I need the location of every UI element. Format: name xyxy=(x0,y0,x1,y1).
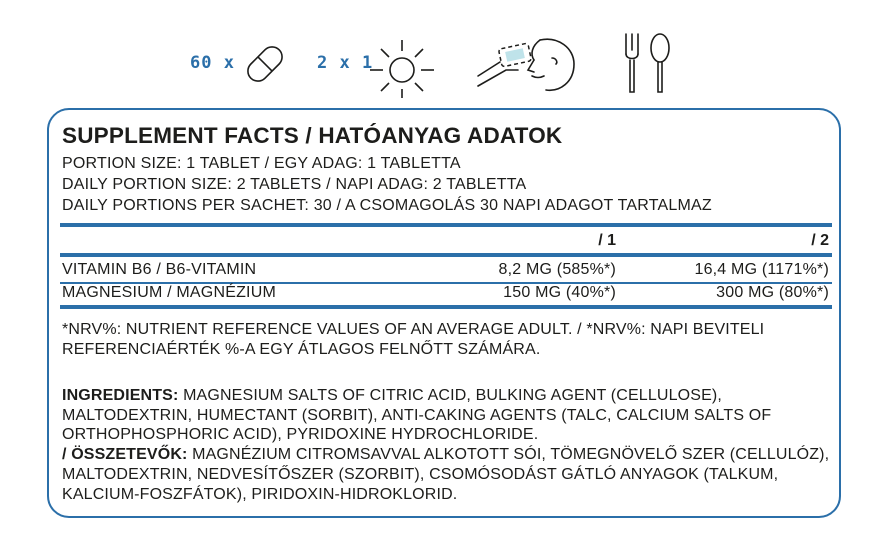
ingredients xyxy=(62,386,832,504)
table-bottom-rule xyxy=(60,305,832,309)
dose-label: 2 x 1 xyxy=(317,53,374,73)
table-top-rule xyxy=(60,223,832,227)
drinking-water-icon xyxy=(470,30,580,96)
row-vitamin-b6-per1: 8,2 MG (585%*) xyxy=(498,261,616,278)
fork-spoon-icon xyxy=(620,28,676,96)
ingredients-en-label: INGREDIENTS: xyxy=(62,387,179,404)
column-header-per-2: / 2 xyxy=(811,232,829,249)
daily-portion-size: DAILY PORTION SIZE: 2 TABLETS / NAPI ADAG: 2 TABLETTA xyxy=(62,176,527,193)
row-magnesium-name: MAGNESIUM / MAGNÉZIUM xyxy=(62,284,276,301)
ingredients-hu-label: / ÖSSZETEVŐK: xyxy=(62,446,188,464)
row-vitamin-b6-per2: 16,4 MG (1171%*) xyxy=(694,261,829,278)
ingredients-hu-text: MAGNÉZIUM CITROMSAVVAL ALKOTOTT SÓI, TÖMEGNÖVELŐ SZER (CELLULÓZ), MALTODEXTRIN, NEDVESÍTŐSZER (SZORBIT), CSOMÓSODÁST GÁTLÓ ANYAGOK (TALKUM, KALCIUM-FOSZFÁTOK), PIRIDOXIN-HIDROKLORID. xyxy=(62,446,830,503)
ingredients-en-text: MAGNESIUM SALTS OF CITRIC ACID, BULKING AGENT (CELLULOSE), MALTODEXTRIN, HUMECTANT (SORBIT), ANTI-CAKING AGENTS (TALC, CALCIUM SALTS OF ORTHOPHOSPHORIC ACID), PYRIDOXINE HYDROCHLORIDE. xyxy=(62,387,772,444)
sun-icon xyxy=(366,36,438,100)
facts-title: SUPPLEMENT FACTS / HATÓANYAG ADATOK xyxy=(62,123,563,148)
column-header-per-1: / 1 xyxy=(598,232,616,249)
tablet-count-label: 60 x xyxy=(190,53,235,73)
row-magnesium-per1: 150 MG (40%*) xyxy=(503,284,616,301)
row-vitamin-b6-name: VITAMIN B6 / B6-VITAMIN xyxy=(62,261,257,278)
usage-icon-strip xyxy=(0,18,892,98)
nrv-note: *NRV%: NUTRIENT REFERENCE VALUES OF AN AVERAGE ADULT. / *NRV%: NAPI BEVITELI REFERENCIAÉRTÉK %-A EGY ÁTLAGOS FELNŐTT SZÁMÁRA. xyxy=(62,321,765,358)
portion-size: PORTION SIZE: 1 TABLET / EGY ADAG: 1 TABLETTA xyxy=(62,155,461,172)
table-header-rule xyxy=(60,253,832,257)
portions-per-sachet: DAILY PORTIONS PER SACHET: 30 / A CSOMAGOLÁS 30 NAPI ADAGOT TARTALMAZ xyxy=(62,197,712,214)
tablet-icon xyxy=(242,40,288,88)
row-magnesium-per2: 300 MG (80%*) xyxy=(716,284,829,301)
